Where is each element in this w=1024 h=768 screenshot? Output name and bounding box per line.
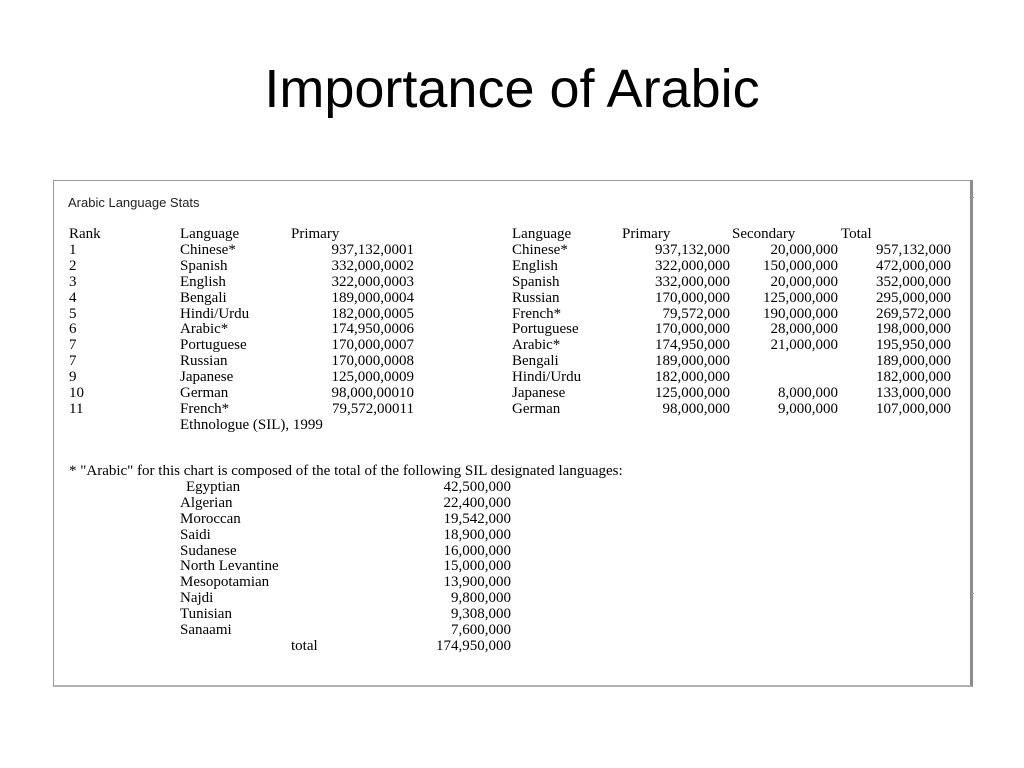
primary-cell: 189,000,0004 — [331, 289, 414, 306]
primary-cell: 182,000,000 — [655, 369, 730, 386]
total-cell: 182,000,000 — [876, 369, 951, 386]
column-header: Secondary — [732, 226, 796, 242]
language-cell: German — [180, 385, 229, 401]
language-cell: French* — [180, 400, 230, 417]
primary-cell: 322,000,0003 — [331, 273, 414, 290]
rank-cell: 7 — [69, 353, 77, 370]
language-cell: Arabic* — [180, 321, 229, 338]
rank-cell: 10 — [69, 385, 84, 401]
footnote-text: * "Arabic" for this chart is composed of the total of the following SIL designated languages: — [69, 463, 623, 479]
dialect-name: Sudanese — [180, 542, 237, 559]
primary-cell: 98,000,000 — [662, 400, 730, 417]
language-cell: Japanese — [512, 385, 566, 401]
language-cell: Russian — [512, 289, 560, 306]
language-cell: Japanese — [180, 369, 234, 386]
secondary-cell: 20,000,000 — [770, 273, 838, 290]
total-cell: 269,572,000 — [876, 305, 951, 322]
language-cell: Hindi/Urdu — [512, 369, 582, 386]
language-cell: Spanish — [512, 273, 560, 290]
dialect-name: Tunisian — [180, 606, 232, 623]
scrollbar-tick — [971, 197, 974, 198]
primary-cell: 125,000,0009 — [331, 369, 414, 386]
language-cell: Portuguese — [512, 321, 579, 338]
language-cell: Russian — [180, 353, 228, 370]
dialect-name: Moroccan — [180, 510, 241, 527]
column-header: Rank — [69, 226, 101, 242]
dialect-count: 22,400,000 — [443, 494, 511, 511]
rank-cell: 2 — [69, 257, 77, 274]
dialect-count: 7,600,000 — [451, 622, 511, 638]
scrollbar-tick — [971, 593, 974, 594]
rank-cell: 6 — [69, 321, 77, 338]
dialect-name: Saidi — [180, 526, 211, 543]
language-cell: Chinese* — [512, 241, 568, 258]
dialect-name: Mesopotamian — [180, 574, 270, 591]
dialect-name: Egyptian — [186, 478, 241, 495]
primary-cell: 79,572,000 — [662, 305, 730, 322]
secondary-cell: 28,000,000 — [770, 321, 838, 338]
secondary-cell: 125,000,000 — [763, 289, 838, 306]
dialect-count: 19,542,000 — [443, 510, 511, 527]
secondary-cell: 9,000,000 — [778, 400, 838, 417]
stats-panel — [53, 180, 973, 687]
primary-cell: 322,000,000 — [655, 257, 730, 274]
dialect-count: 13,900,000 — [443, 574, 511, 591]
dialect-count: 15,000,000 — [443, 558, 511, 575]
rank-cell: 11 — [69, 400, 84, 417]
total-cell: 133,000,000 — [876, 385, 951, 401]
secondary-cell: 8,000,000 — [778, 385, 838, 401]
primary-cell: 174,950,000 — [655, 337, 730, 354]
primary-cell: 937,132,000 — [655, 241, 730, 258]
language-cell: Bengali — [512, 353, 559, 370]
primary-cell: 125,000,000 — [655, 385, 730, 401]
column-header: Primary — [291, 226, 340, 242]
primary-cell: 98,000,00010 — [331, 385, 414, 401]
dialect-name: Najdi — [180, 590, 214, 607]
total-cell: 472,000,000 — [876, 257, 951, 274]
total-cell: 957,132,000 — [876, 241, 951, 258]
dialect-count: 16,000,000 — [443, 542, 511, 559]
primary-cell: 937,132,0001 — [331, 241, 414, 258]
total-value: 174,950,000 — [436, 637, 511, 654]
secondary-cell: 21,000,000 — [770, 337, 838, 354]
dialect-count: 9,308,000 — [451, 606, 511, 623]
language-cell: English — [180, 273, 226, 290]
dialect-count: 42,500,000 — [443, 478, 511, 495]
primary-cell: 332,000,0002 — [331, 257, 414, 274]
primary-cell: 182,000,0005 — [331, 305, 414, 322]
rank-cell: 5 — [69, 305, 77, 322]
dialect-name: North Levantine — [180, 558, 279, 575]
secondary-cell: 20,000,000 — [770, 241, 838, 258]
language-cell: French* — [512, 305, 562, 322]
language-cell: German — [512, 400, 561, 417]
total-cell: 295,000,000 — [876, 289, 951, 306]
language-cell: Portuguese — [180, 337, 247, 354]
dialect-name: Algerian — [180, 494, 233, 511]
dialect-name: Sanaami — [180, 622, 232, 638]
source-note: Ethnologue (SIL), 1999 — [180, 416, 323, 433]
primary-cell: 170,000,000 — [655, 321, 730, 338]
panel-heading: Arabic Language Stats — [68, 195, 200, 210]
primary-cell: 79,572,00011 — [332, 400, 414, 417]
language-cell: Hindi/Urdu — [180, 305, 250, 322]
rank-cell: 9 — [69, 369, 77, 386]
language-cell: Chinese* — [180, 241, 236, 258]
dialect-count: 9,800,000 — [451, 590, 511, 607]
language-cell: English — [512, 257, 558, 274]
column-header: Language — [512, 226, 572, 242]
language-cell: Spanish — [180, 257, 228, 274]
total-cell: 195,950,000 — [876, 337, 951, 354]
rank-cell: 7 — [69, 337, 77, 354]
total-label: total — [291, 637, 318, 654]
total-cell: 352,000,000 — [876, 273, 951, 290]
primary-cell: 332,000,000 — [655, 273, 730, 290]
primary-cell: 174,950,0006 — [331, 321, 414, 338]
language-cell: Arabic* — [512, 337, 561, 354]
dialect-count: 18,900,000 — [443, 526, 511, 543]
slide-title: Importance of Arabic — [264, 59, 760, 119]
primary-cell: 189,000,000 — [655, 353, 730, 370]
rank-cell: 3 — [69, 273, 77, 290]
column-header: Language — [180, 226, 240, 242]
language-cell: Bengali — [180, 289, 227, 306]
column-header: Total — [841, 226, 872, 242]
primary-cell: 170,000,0007 — [331, 337, 414, 354]
primary-cell: 170,000,000 — [655, 289, 730, 306]
column-header: Primary — [622, 226, 671, 242]
primary-cell: 170,000,0008 — [331, 353, 414, 370]
total-cell: 198,000,000 — [876, 321, 951, 338]
secondary-cell: 150,000,000 — [763, 257, 838, 274]
total-cell: 189,000,000 — [876, 353, 951, 370]
secondary-cell: 190,000,000 — [763, 305, 838, 322]
rank-cell: 4 — [69, 289, 77, 306]
total-cell: 107,000,000 — [876, 400, 951, 417]
rank-cell: 1 — [69, 241, 77, 258]
